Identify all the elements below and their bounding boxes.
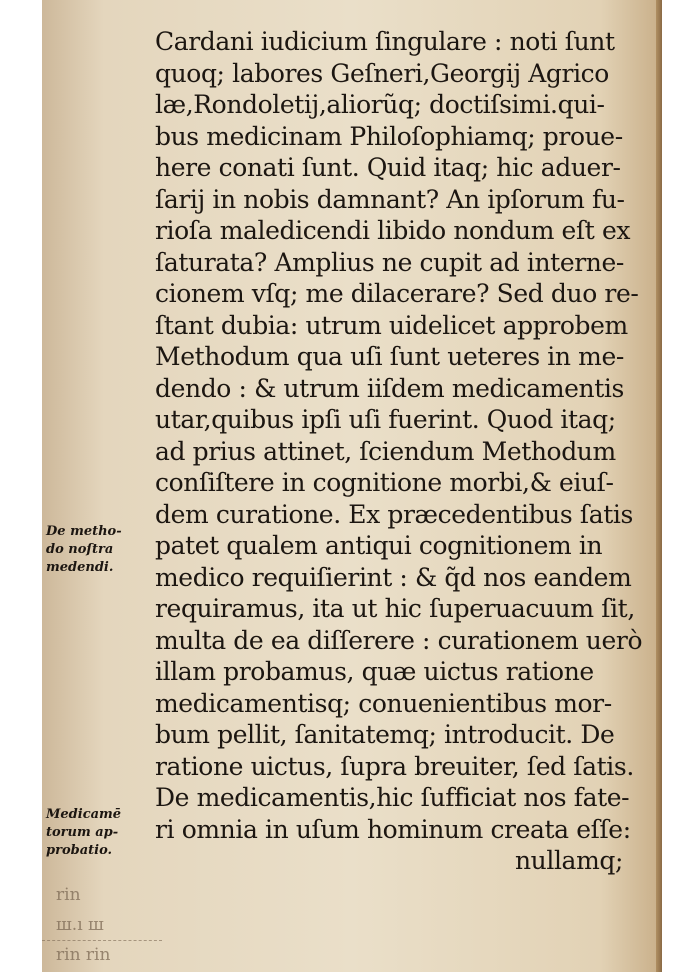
bleed-through-marks: [56, 880, 110, 970]
text-line: medicamentisq; conuenientibus mor-: [155, 688, 612, 718]
text-line: rioſa maledicendi libido nondum eſt ex: [155, 216, 631, 245]
margin-note-line: torum ap-: [46, 825, 119, 840]
margin-note-line: probatio.: [46, 843, 113, 858]
text-line: illam probamus, quæ uictus ratione: [155, 657, 594, 686]
text-line: ratione uictus, ſupra breuiter, ſed ſatis.: [155, 751, 634, 781]
text-line: dendo : & utrum iiſdem medicamentis: [155, 373, 624, 403]
text-line: requiramus, ita ut hic ſuperuacuum ſit,: [155, 594, 635, 623]
bleed-through-line: ш.ı ш: [56, 915, 104, 935]
text-line: bus medicinam Philoſophiamq; proue-: [155, 121, 623, 151]
text-line: utar,quibus ipſi uſi fuerint. Quod itaq;: [155, 405, 616, 434]
text-line: læ,Rondoletij,aliorũq; doctiſsimi.qui-: [155, 90, 605, 119]
page-edge: [656, 0, 662, 972]
text-line: dem curatione. Ex præcedentibus ſatis: [155, 499, 633, 529]
text-line: bum pellit, ſanitatemq; introducit. De: [155, 720, 615, 749]
text-line: De medicamentis,hic ſufficiat nos fate-: [155, 783, 630, 812]
margin-note-line: Medicamē: [46, 807, 122, 822]
bleed-through-line: rin: [56, 885, 81, 905]
text-line: medico requiſierint : & q̃d nos eandem: [155, 562, 632, 592]
text-line: here conati ſunt. Quid itaq; hic aduer-: [155, 153, 621, 182]
text-line: Cardani iudicium ſingulare : noti ſunt: [155, 27, 615, 56]
margin-note-methodus: [46, 523, 122, 577]
book-page: [42, 0, 662, 972]
text-line: ſarij in nobis damnant? An ipſorum fu-: [155, 184, 625, 214]
text-line: Methodum qua uſi ſunt ueteres in me-: [155, 342, 624, 371]
margin-note-line: medendi.: [46, 560, 114, 575]
catchword-line: nullamq;: [514, 846, 623, 875]
text-line: ri omnia in uſum hominum creata eſſe:: [155, 814, 631, 844]
bottom-rule: [42, 940, 162, 941]
margin-note-medicamenta: [46, 806, 121, 860]
text-line: multa de ea diſſerere : curationem uerò: [155, 625, 643, 655]
text-line: conſiſtere in cognitione morbi,& eiuſ-: [155, 468, 614, 497]
main-text-block: [155, 26, 643, 877]
text-line: ſaturata? Amplius ne cupit ad interne-: [155, 247, 624, 277]
text-line: patet qualem antiqui cognitionem in: [155, 531, 603, 560]
bleed-through-line: rin rin: [56, 945, 111, 965]
margin-note-line: De metho-: [46, 524, 122, 539]
text-line: ad prius attinet, ſciendum Methodum: [155, 436, 616, 466]
text-line: cionem vſq; me dilacerare? Sed duo re-: [155, 279, 639, 308]
margin-note-line: do noſtra: [46, 542, 114, 557]
text-line: quoq; labores Geſneri,Georgij Agrico: [155, 58, 609, 88]
text-line: ſtant dubia: utrum uidelicet approbem: [155, 310, 628, 340]
